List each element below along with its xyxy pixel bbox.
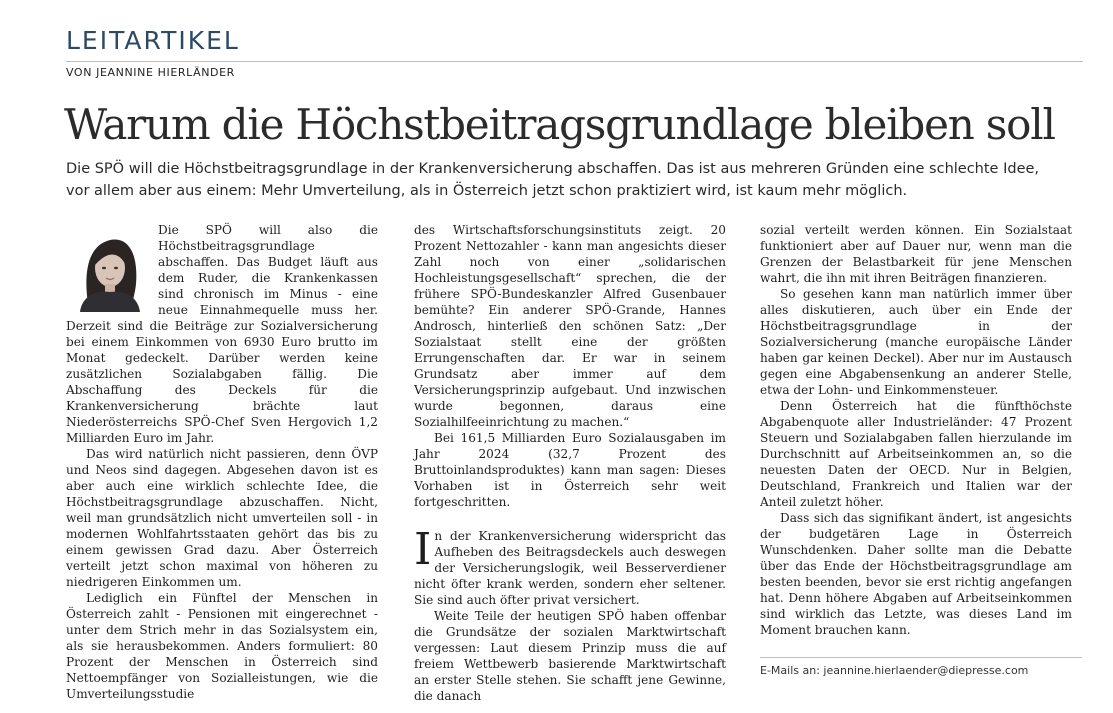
column-break-space xyxy=(414,510,726,528)
section-label: LEITARTIKEL xyxy=(66,26,240,55)
col2-paragraph-2: Bei 161,5 Milliarden Euro Sozialausgaben im Jahr 2024 (32,7 Prozent des Bruttoinlandsproduktes) kann man sagen: Dieses Vorhaben ist in Österreich sehr weit fortgeschritten. xyxy=(414,431,726,509)
col3-paragraph-3: Denn Österreich hat die fünfthöchste Abgabenquote aller Industrieländer: 47 Prozent Steuern und Sozialabgaben fallen hierzulande im Durchschnitt auf Arbeitseinkommen an, so die neuesten Daten der OECD. Nur in Belgien, Deutschland, Frankreich und Italien war der Anteil zuletzt höher. xyxy=(760,399,1072,509)
author-photo xyxy=(66,226,152,312)
email-rule xyxy=(760,657,1082,658)
article-column-1 xyxy=(66,222,378,702)
article-column-3 xyxy=(760,222,1072,638)
author-email[interactable]: E-Mails an: jeannine.hierlaender@diepresse.com xyxy=(760,664,1029,677)
headline: Warum die Höchstbeitragsgrundlage bleiben soll xyxy=(64,100,1055,149)
drop-cap: I xyxy=(414,524,432,575)
top-rule xyxy=(66,61,1083,62)
lead-paragraph: Die SPÖ will die Höchstbeitragsgrundlage in der Krankenversicherung abschaffen. Das ist aus mehreren Gründen eine schlechte Idee, vor allem aber aus einem: Mehr Umverteilung, als in Österreich jetzt schon praktiziert wird, ist kaum mehr möglich. xyxy=(66,161,1040,199)
col2-paragraph-4: Weite Teile der heutigen SPÖ haben offenbar die Grundsätze der sozialen Marktwirtschaft vergessen: Laut diesem Prinzip muss die auf freiem Wettbewerb basierende Marktwirtschaft an erster Stelle stehen. Sie schafft jene Gewinne, die danach xyxy=(414,609,726,703)
byline: VON JEANNINE HIERLÄNDER xyxy=(66,66,235,79)
article-column-2 xyxy=(414,222,726,704)
col1-paragraph-2: Das wird natürlich nicht passieren, denn ÖVP und Neos sind dagegen. Abgesehen davon ist es aber auch eine wirklich schlechte Idee, die Höchstbeitragsgrundlage abzuschaffen. Nicht, weil man grundsätzlich nicht umverteilen soll - in modernen Wohlfahrtsstaaten gehört das bis zu einem gewissen Grad dazu. Aber Österreich verteilt jetzt schon maximal von höheren zu niedrigeren Einkommen um. xyxy=(66,447,378,589)
col1-paragraph-3: Lediglich ein Fünftel der Menschen in Österreich zahlt - Pensionen mit eingerechnet - unter dem Strich mehr in das Sozialsystem ein, als sie herausbekommen. Anders formuliert: 80 Prozent der Menschen in Österreich sind Nettoempfänger von Sozialleistungen, wie die Umverteilungsstudie xyxy=(66,591,378,701)
col3-paragraph-1: sozial verteilt werden können. Ein Sozialstaat funktioniert aber auf Dauer nur, wenn man die Grenzen der Belastbarkeit für jene Menschen wahrt, die ihn mit ihren Beiträgen finanzieren. xyxy=(760,223,1072,285)
col3-paragraph-2: So gesehen kann man natürlich immer über alles diskutieren, auch über ein Ende der Höchstbeitragsgrundlage in der Sozialversicherung (manche europäische Länder haben gar keinen Deckel). Aber nur im Austausch gegen eine Abgabensenkung an anderer Stelle, etwa der Lohn- und Einkommensteuer. xyxy=(760,287,1072,397)
col2-paragraph-3 xyxy=(414,524,726,608)
col1-paragraph-1: Die SPÖ will also die Höchstbeitragsgrundlage abschaffen. Das Budget läuft aus dem Ruder, die Krankenkassen sind chronisch im Minus - eine neue Einnahmequelle muss her. Derzeit sind die Beiträge zur Sozialversicherung bei einem Einkommen von 6930 Euro brutto im Monat gedeckelt. Darüber werden keine zusätzlichen Sozialabgaben fällig. Die Abschaffung des Deckels für die Krankenversicherung brächte laut Niederösterreichs SPÖ-Chef Sven Hergovich 1,2 Milliarden Euro im Jahr. xyxy=(66,223,378,445)
col2-paragraph-3-text: n der Krankenversicherung widerspricht das Aufheben des Beitragsdeckels auch deswegen der Versicherungslogik, weil Besserverdiener nicht öfter krank werden, sondern eher seltener. Sie sind auch öfter privat versichert. xyxy=(414,529,726,607)
col2-paragraph-1: des Wirtschaftsforschungsinstituts zeigt. 20 Prozent Nettozahler - kann man angesichts dieser Zahl noch von einer „solidarischen Hochleistungsgesellschaft“ sprechen, die der frühere SPÖ-Bundeskanzler Alfred Gusenbauer bemühte? Ein anderer SPÖ-Grande, Hannes Androsch, hinterließ den schönen Satz: „Der Sozialstaat stellt eine der größten Errungenschaften dar. Er war in seinem Grundsatz aber immer auf dem Versicherungsprinzip aufgebaut. Und inzwischen wurde begonnen, daraus eine Sozialhilfeeinrichtung zu machen.“ xyxy=(414,223,726,429)
col3-paragraph-4: Dass sich das signifikant ändert, ist angesichts der budgetären Lage in Österreich Wunschdenken. Daher sollte man die Debatte über das Ende der Höchstbeitragsgrundlage am besten beenden, bevor sie erst richtig angefangen hat. Denn höhere Abgaben auf Arbeitseinkommen sind wirklich das Letzte, was dieses Land im Moment brauchen kann. xyxy=(760,511,1072,637)
